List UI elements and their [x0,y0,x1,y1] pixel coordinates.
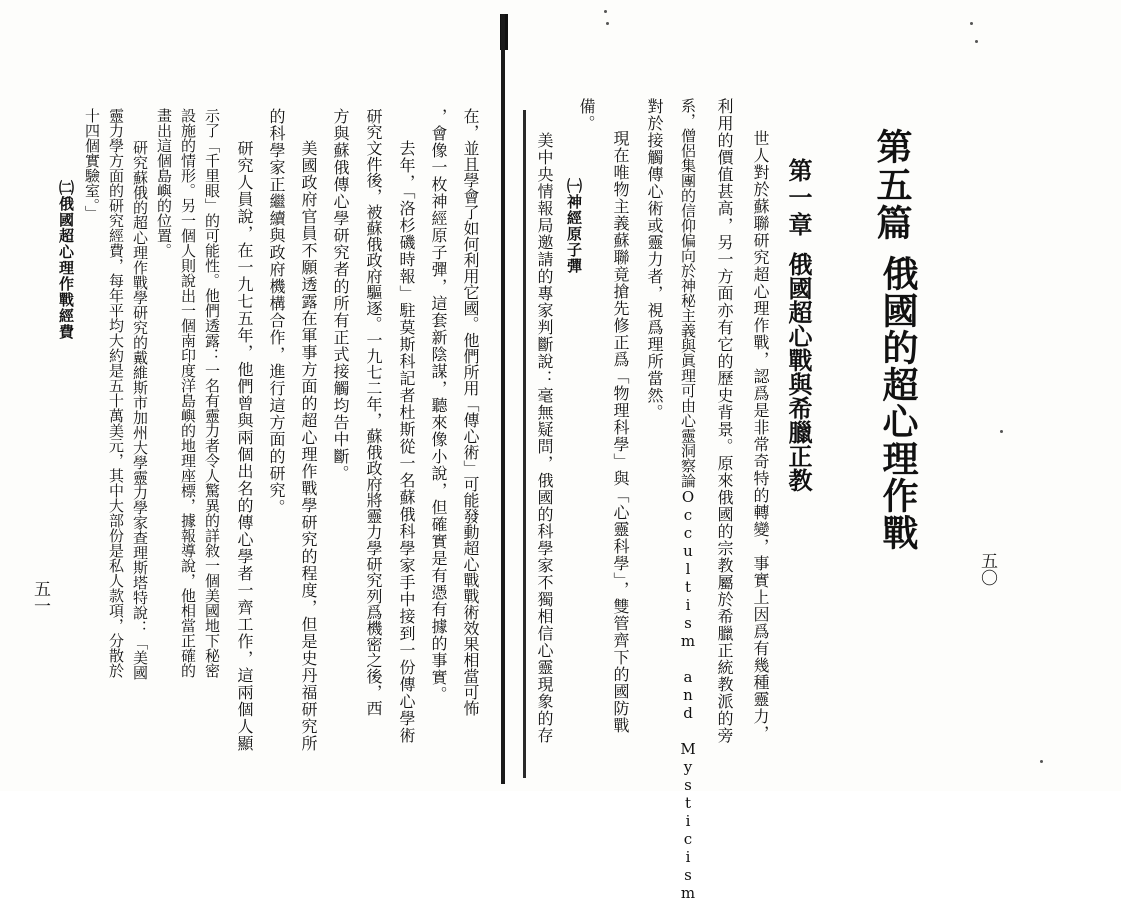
section-heading: ㈡俄國超心理作戰經費 [57,180,75,340]
scan-speck [604,10,607,13]
body-column: 美國政府官員不願透露在軍事方面的超心理作戰學研究的程度，但是史丹福研究所 [299,140,318,752]
body-column: 系，僧侶集團的信仰偏向於神秘主義與眞理可由心靈洞察論Occultism and Mysticism [679,98,697,902]
body-column: 靈力學方面的研究經費，每年平均大約是五十萬美元，其中大部份是私人款項，分散於 [107,108,125,678]
page-edge [523,110,526,778]
scan-speck [975,40,978,43]
chapter-label: 第一章 [784,158,813,239]
scan-speck [1040,760,1043,763]
book-gutter [501,14,505,784]
body-column: 十四個實驗室。」 [83,108,101,221]
body-column: 利用的價值甚高，另一方面亦有它的歷史背景。原來俄國的宗教屬於希臘正統教派的旁 [715,98,734,744]
scan-speck [970,22,973,25]
part-title: 俄國的超心理作戰 [877,255,919,551]
body-column: 研究蘇俄的超心理作戰學研究的戴維斯市加州大學靈力學家查理斯塔特說：「美國 [131,140,149,680]
body-column: ，會像一枚神經原子彈，這套新陰謀，聽來像小說，但確實是有憑有據的事實。 [429,108,448,703]
body-column: 備。 [577,98,596,132]
body-column: 設施的情形。另一個人則說出一個南印度洋島嶼的地理座標，據報導說，他相當正確的 [179,108,197,678]
right-page-number: 五〇 [977,552,997,586]
body-column: 研究文件後，被蘇俄政府驅逐。一九七二年，蘇俄政府將靈力學研究列爲機密之後，西 [364,108,383,716]
body-column: 世人對於蘇聯研究超心理作戰，認爲是非常奇特的轉變，事實上因爲有幾種靈力， [751,130,770,742]
chapter-title: 俄國超心戰與希臘正教 [784,252,813,492]
body-column: 美中央情報局邀請的專家判斷說：毫無疑問，俄國的科學家不獨相信心靈現象的存 [535,132,554,744]
body-column: 對於接觸傳心術或靈力者，視爲理所當然。 [645,98,664,421]
body-column: 的科學家正繼續與政府機構合作，進行這方面的研究。 [267,108,286,516]
part-label: 第五篇 [871,128,913,242]
scan-speck [606,22,609,25]
left-page-number: 五一 [30,580,50,614]
body-column: 現在唯物主義蘇聯竟搶先修正爲「物理科學」與「心靈科學」，雙管齊下的國防戰 [611,130,630,734]
scan-speck [1000,430,1003,433]
body-column: 方與蘇俄傳心學研究者的所有正式接觸均告中斷。 [331,108,350,482]
body-column: 在，並且學會了如何利用它國。他們所用「傳心術」可能發動超心戰戰術效果相當可怖 [461,108,480,716]
body-column: 示了「千里眼」的可能性。他們透露：一名有靈力者令人驚異的詳敘一個美國地下秘密 [203,108,221,678]
body-column: 研究人員說，在一九七五年，他們曾與兩個出名的傳心學者一齊工作，這兩個人顯 [235,140,254,752]
section-heading: ㈠神經原子彈 [565,178,583,274]
body-column: 去年，「洛杉磯時報」駐莫斯科記者杜斯從一名蘇俄科學家手中接到一份傳心學術 [397,140,416,744]
body-column: 畫出這個島嶼的位置。 [155,108,173,258]
